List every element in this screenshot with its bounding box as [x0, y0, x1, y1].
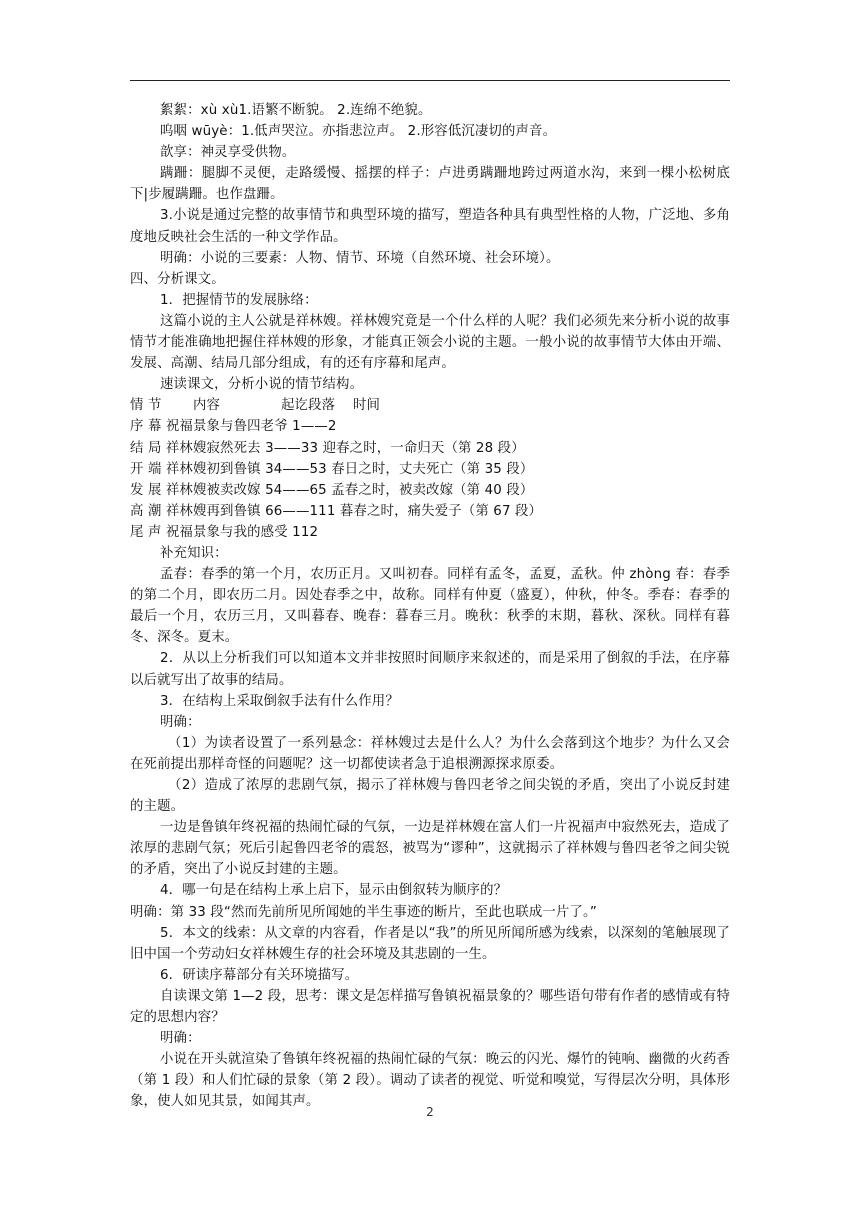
paragraph: 4．哪一句是在结构上承上启下，显示由倒叙转为顺序的？ — [160, 883, 508, 899]
paragraph: 四、分析课文。 — [130, 271, 225, 287]
paragraph-group-1 — [130, 100, 730, 395]
paragraph: 3．在结构上采取倒叙手法有什么作用？ — [160, 693, 399, 709]
header-time: 时间 — [353, 398, 381, 414]
paragraph: 明确：第 33 段“然而先前所见所闻她的半生事迹的断片，至此也联成一片了。” — [130, 904, 597, 920]
paragraph: 明确： — [160, 1031, 201, 1047]
plot-structure-table — [130, 395, 730, 543]
paragraph: 呜咽 wūyè：1.低声哭泣。亦指悲泣声。 2.形容低沉凄切的声音。 — [160, 124, 557, 140]
paragraph: 2．从以上分析我们可以知道本文并非按照时间顺序来叙述的，而是采用了倒叙的手法，在序幕以后就写出了故事的结局。 — [130, 651, 730, 688]
paragraph: 明确：小说的三要素：人物、情节、环境（自然环境、社会环境）。 — [160, 250, 560, 266]
paragraph: 孟春：春季的第一个月，农历正月。又叫初春。同样有孟冬，孟夏，孟秋。仲 zhòng 春：春季的第二个月，即农历二月。因处春季之中，故称。同样有仲夏（盛夏），仲秋，仲冬。季春：春季的最后一个月，农历三月，又叫暮春、晚春：暮春三月。晚秋：秋季的末期，暮秋、深秋。同样有暮冬、深冬。夏末。 — [130, 567, 730, 646]
paragraph: 速读课文，分析小说的情节结构。 — [160, 377, 364, 393]
header-plot: 情 节 — [130, 398, 162, 414]
header-paragraphs: 起讫段落 — [281, 398, 336, 414]
paragraph: 蹒跚：腿脚不灵便，走路缓慢、摇摆的样子：卢进勇蹒跚地跨过两道水沟，来到一棵小松树底下|步履蹒跚。也作盘跚。 — [130, 166, 730, 203]
page-number: 2 — [426, 1105, 434, 1119]
plot-table-row: 开 端 祥林嫂初到鲁镇 34——53 春日之时，丈夫死亡（第 35 段） — [130, 461, 534, 477]
paragraph: 明确： — [160, 714, 201, 730]
header-content: 内容 — [193, 398, 221, 414]
paragraph: 歆享：神灵享受供物。 — [160, 145, 296, 161]
paragraph: 补充知识： — [160, 545, 228, 561]
paragraph: 5．本文的线索：从文章的内容看，作者是以“我”的所见所闻所感为线索，以深刻的笔触展现了旧中国一个劳动妇女祥林嫂生存的社会环境及其悲剧的一生。 — [130, 925, 730, 962]
plot-table-row: 高 潮 祥林嫂再到鲁镇 66——111 暮春之时，痛失爱子（第 67 段） — [130, 503, 543, 519]
plot-table-header — [130, 395, 730, 416]
paragraph: 这篇小说的主人公就是祥林嫂。祥林嫂究竟是一个什么样的人呢？我们必须先来分析小说的故事情节才能准确地把握住祥林嫂的形象，才能真正领会小说的主题。一般小说的故事情节大体由开端、发展、高潮、结局几部分组成，有的还有序幕和尾声。 — [130, 313, 730, 372]
paragraph: 一边是鲁镇年终祝福的热闹忙碌的气氛，一边是祥林嫂在富人们一片祝福声中寂然死去，造成了浓厚的悲剧气氛；死后引起鲁四老爷的震怒，被骂为“谬种”，这就揭示了祥林嫂与鲁四老爷之间尖锐的矛盾，突出了小说反封建的主题。 — [130, 820, 730, 878]
paragraph: （1）为读者设置了一系列悬念：祥林嫂过去是什么人？为什么会落到这个地步？为什么又会在死前提出那样奇怪的问题呢？这一切都使读者急于追根溯源探求原委。 — [130, 735, 730, 772]
paragraph-group-2 — [130, 543, 730, 1113]
paragraph: 絮絮：xù xù1.语繁不断貌。 2.连绵不绝貌。 — [160, 103, 432, 118]
paragraph: 1．把握情节的发展脉络： — [160, 292, 318, 308]
paragraph: （2）造成了浓厚的悲剧气氛，揭示了祥林嫂与鲁四老爷之间尖锐的矛盾，突出了小说反封建的主题。 — [130, 778, 730, 815]
plot-table-row: 尾 声 祝福景象与我的感受 112 — [130, 524, 319, 540]
plot-table-row: 结 局 祥林嫂寂然死去 3——33 迎春之时，一命归天（第 28 段） — [130, 440, 525, 456]
plot-table-row: 序 幕 祝福景象与鲁四老爷 1——2 — [130, 419, 337, 435]
plot-table-row: 发 展 祥林嫂被卖改嫁 54——65 孟春之时，被卖改嫁（第 40 段） — [130, 482, 534, 498]
paragraph: 小说在开头就渲染了鲁镇年终祝福的热闹忙碌的气氛：晚云的闪光、爆竹的钝响、幽微的火药香（第 1 段）和人们忙碌的景象（第 2 段）。调动了读者的视觉、听觉和嗅觉，写得层次分明，具体形象，使人如见其景，如闻其声。 — [130, 1052, 730, 1110]
paragraph: 6．研读序幕部分有关环境描写。 — [160, 967, 359, 983]
paragraph: 自读课文第 1—2 段，思考：课文是怎样描写鲁镇祝福景象的？哪些语句带有作者的感情或有特定的思想内容？ — [130, 988, 730, 1026]
paragraph: 3.小说是通过完整的故事情节和典型环境的描写，塑造各种具有典型性格的人物，广泛地、多角度地反映社会生活的一种文学作品。 — [130, 208, 730, 245]
document-body — [130, 100, 730, 1113]
header-rule — [130, 80, 730, 81]
